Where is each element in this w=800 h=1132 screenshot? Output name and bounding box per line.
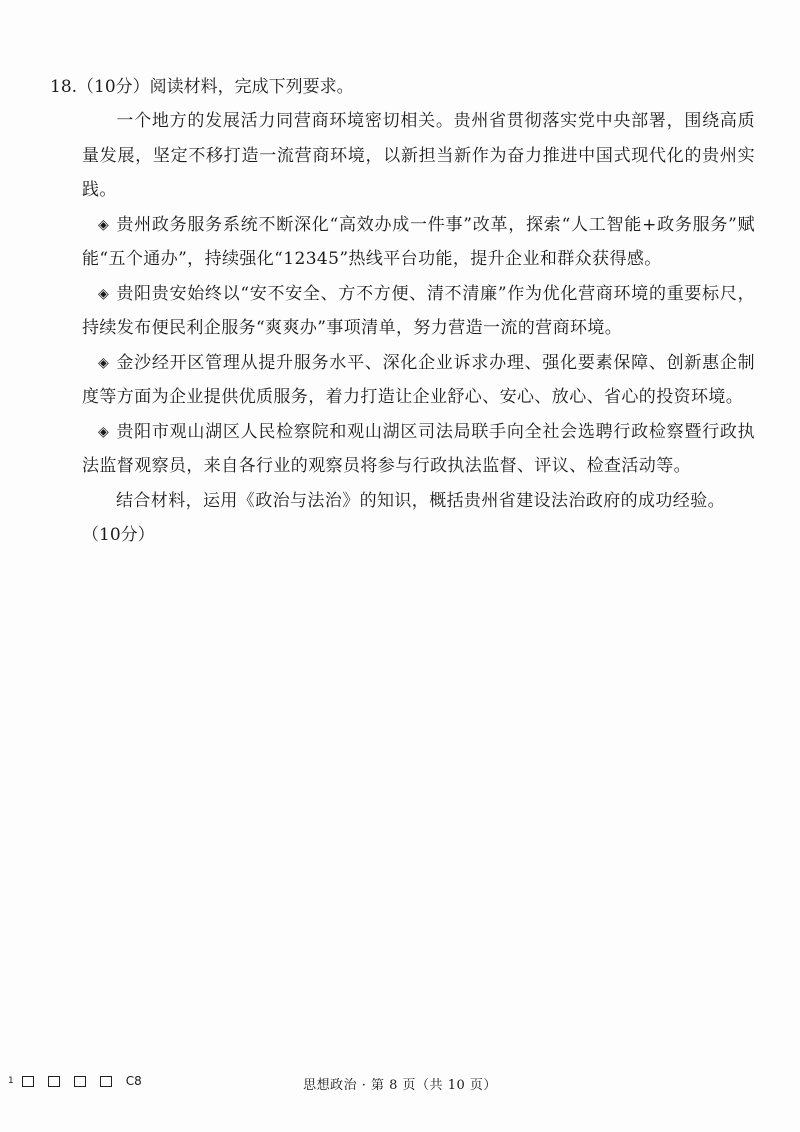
diamond-bullet-icon: ◈ [98,285,110,302]
diamond-bullet-icon: ◈ [98,354,110,371]
material-intro [50,104,755,208]
material-bullet-text: 贵州政务服务系统不断深化“高效办成一件事”改革，探索“人工智能+政务服务”赋能“五个通办”，持续强化“12345”热线平台功能，提升企业和群众获得感。 [82,214,755,269]
task-score: （10分） [82,525,155,545]
question-heading: 18.（10分）阅读材料，完成下列要求。 [50,77,354,97]
material-bullet-1 [50,208,755,277]
material-bullet-4 [50,415,755,484]
task-prompt [50,484,755,519]
footer-tick: 1 [8,1076,14,1086]
page-footer [0,1074,800,1098]
material-bullet-text: 金沙经开区管理从提升服务水平、深化企业诉求办理、强化要素保障、创新惠企制度等方面为企业提供优质服务，着力打造让企业舒心、安心、放心、省心的投资环境。 [82,352,755,407]
material-intro-text: 一个地方的发展活力同营商环境密切相关。贵州省贯彻落实党中央部署，围绕高质量发展，坚定不移打造一流营商环境，以新担当新作为奋力推进中国式现代化的贵州实践。 [82,111,755,200]
task-prompt-text: 结合材料，运用《政治与法治》的知识，概括贵州省建设法治政府的成功经验。 [116,490,725,511]
paper-code: C8 [125,1074,142,1088]
material-bullet-3 [50,346,755,415]
material-bullet-text: 贵阳市观山湖区人民检察院和观山湖区司法局联手向全社会选聘行政检察暨行政执法监督观察员，来自各行业的观察员将参与行政执法监督、评议、检查活动等。 [82,421,755,476]
material-bullet-text: 贵阳贵安始终以“安不安全、方不方便、清不清廉”作为优化营商环境的重要标尺，持续发布便民利企服务“爽爽办”事项清单，努力营造一流的营商环境。 [82,283,755,338]
diamond-bullet-icon: ◈ [98,423,110,440]
question-18 [50,70,755,552]
diamond-bullet-icon: ◈ [98,216,110,233]
page-number-label: 思想政治 · 第 8 页（共 10 页） [303,1078,497,1093]
material-bullet-2 [50,277,755,346]
